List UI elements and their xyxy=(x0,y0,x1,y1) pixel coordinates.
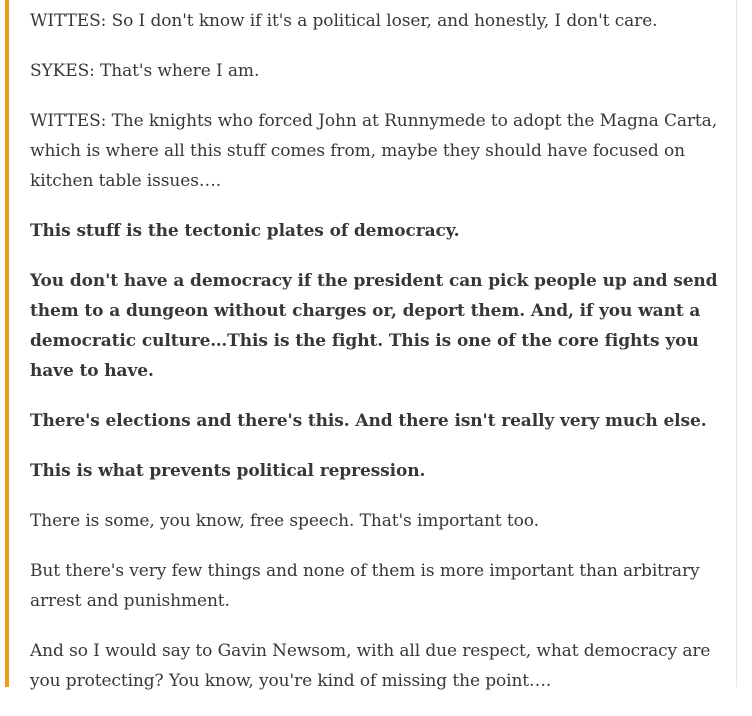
quote-paragraph-3: WITTES: The knights who forced John at Runnymede to adopt the Magna Carta, which is where all this stuff comes from, maybe they should have focused on kitchen table issues…. xyxy=(30,111,717,191)
quote-paragraph-8: There is some, you know, free speech. That's important too. xyxy=(30,511,539,531)
quote-paragraph-1: WITTES: So I don't know if it's a political loser, and honestly, I don't care. xyxy=(30,11,658,31)
quote-paragraph-6: There's elections and there's this. And there isn't really very much else. xyxy=(30,411,707,431)
quote-paragraph-7: This is what prevents political repression. xyxy=(30,461,426,481)
quote-paragraph-10: And so I would say to Gavin Newsom, with all due respect, what democracy are you protecting? You know, you're kind of missing the point…. xyxy=(30,641,711,691)
quote-paragraph-4: This stuff is the tectonic plates of democracy. xyxy=(30,221,460,241)
quote-paragraph-2: SYKES: That's where I am. xyxy=(30,61,260,81)
content-right-border xyxy=(736,0,737,687)
quote-paragraph-5: You don't have a democracy if the president can pick people up and send them to a dungeon without charges or, deport them. And, if you want a democratic culture…This is the fight. This is one of the core fights you have to have. xyxy=(30,271,718,381)
quote-accent-bar xyxy=(5,0,9,687)
quote-paragraph-9: But there's very few things and none of them is more important than arbitrary arrest and punishment. xyxy=(30,561,700,611)
quote-content xyxy=(30,6,720,716)
